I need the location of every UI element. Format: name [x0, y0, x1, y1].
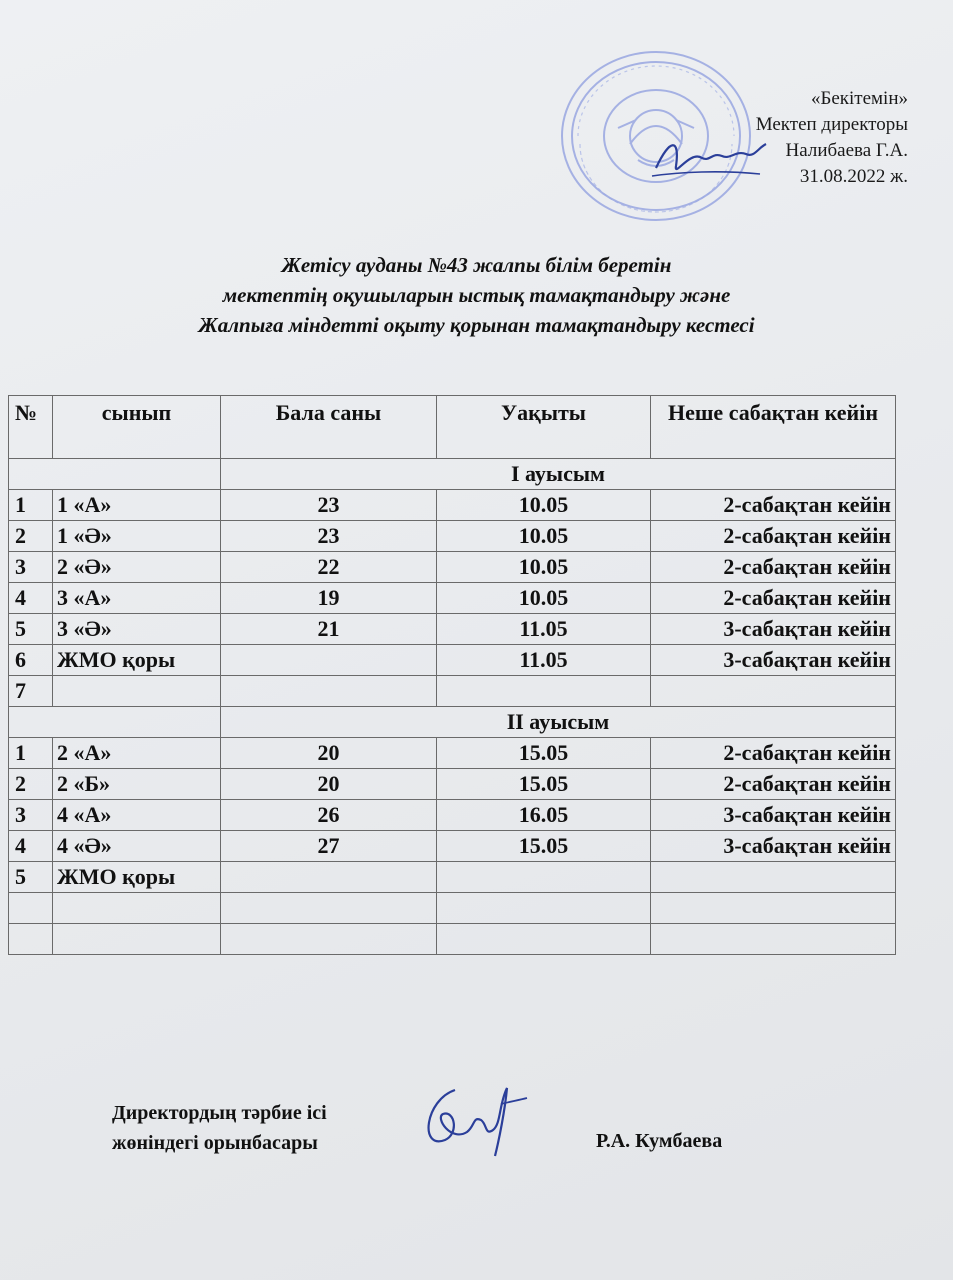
- shift-label: ІІ ауысым: [221, 707, 896, 738]
- table-row: [9, 490, 896, 521]
- row-after-lesson: [651, 924, 896, 955]
- row-count: 26: [221, 800, 437, 831]
- table-row: [9, 893, 896, 924]
- row-class: 1 «Ә»: [53, 521, 221, 552]
- table-row: [9, 521, 896, 552]
- row-class: 2 «Б»: [53, 769, 221, 800]
- table-row: [9, 645, 896, 676]
- title-line-1: Жетісу ауданы №43 жалпы білім беретін: [281, 253, 672, 277]
- row-class: 4 «Ә»: [53, 831, 221, 862]
- row-number: 4: [9, 831, 53, 862]
- approval-heading: «Бекітемін»: [810, 88, 908, 109]
- row-class: [53, 893, 221, 924]
- approval-date: 31.08.2022 ж.: [799, 166, 908, 187]
- shift-blank-cell: [9, 707, 221, 738]
- row-number: 1: [9, 490, 53, 521]
- header-after-lesson: Неше сабақтан кейін: [651, 396, 896, 459]
- header-class: сынып: [53, 396, 221, 459]
- row-time: 15.05: [437, 831, 651, 862]
- row-number: 1: [9, 738, 53, 769]
- row-number: [9, 924, 53, 955]
- table-row: [9, 552, 896, 583]
- row-number: 4: [9, 583, 53, 614]
- table-row: [9, 800, 896, 831]
- approval-block: [756, 86, 908, 190]
- row-number: 2: [9, 769, 53, 800]
- row-time: [437, 676, 651, 707]
- row-after-lesson: [651, 893, 896, 924]
- row-time: 10.05: [437, 521, 651, 552]
- row-class: 1 «А»: [53, 490, 221, 521]
- table-row: [9, 676, 896, 707]
- row-number: 3: [9, 552, 53, 583]
- row-count: 23: [221, 521, 437, 552]
- row-count: 20: [221, 738, 437, 769]
- row-count: 19: [221, 583, 437, 614]
- row-after-lesson: 2-сабақтан кейін: [651, 769, 896, 800]
- row-class: 2 «Ә»: [53, 552, 221, 583]
- table-row: [9, 614, 896, 645]
- row-after-lesson: 3-сабақтан кейін: [651, 645, 896, 676]
- row-number: 5: [9, 614, 53, 645]
- row-time: 15.05: [437, 769, 651, 800]
- row-time: 10.05: [437, 490, 651, 521]
- approval-name: Налибаева Г.А.: [785, 140, 908, 161]
- row-after-lesson: 2-сабақтан кейін: [651, 583, 896, 614]
- row-after-lesson: 2-сабақтан кейін: [651, 738, 896, 769]
- table-row: [9, 924, 896, 955]
- header-time: Уақыты: [437, 396, 651, 459]
- row-after-lesson: [651, 862, 896, 893]
- row-time: 10.05: [437, 583, 651, 614]
- table-row: [9, 769, 896, 800]
- row-class: 4 «А»: [53, 800, 221, 831]
- row-class: 3 «Ә»: [53, 614, 221, 645]
- row-class: 2 «А»: [53, 738, 221, 769]
- header-count: Бала саны: [221, 396, 437, 459]
- director-signature: [650, 128, 770, 188]
- deputy-signature: [415, 1080, 530, 1160]
- approval-position: Мектеп директоры: [755, 114, 908, 135]
- row-class: [53, 924, 221, 955]
- shift-row: [9, 459, 896, 490]
- row-count: 21: [221, 614, 437, 645]
- deputy-role-line-1: Директордың тәрбие ісі: [112, 1102, 327, 1124]
- row-count: [221, 924, 437, 955]
- table-row: [9, 862, 896, 893]
- row-time: 11.05: [437, 645, 651, 676]
- row-after-lesson: 2-сабақтан кейін: [651, 521, 896, 552]
- row-time: [437, 862, 651, 893]
- row-after-lesson: [651, 676, 896, 707]
- table-row: [9, 831, 896, 862]
- table-row: [9, 738, 896, 769]
- row-class: 3 «А»: [53, 583, 221, 614]
- schedule-table: [8, 395, 896, 955]
- row-time: 10.05: [437, 552, 651, 583]
- row-after-lesson: 2-сабақтан кейін: [651, 552, 896, 583]
- row-count: 20: [221, 769, 437, 800]
- shift-row: [9, 707, 896, 738]
- table-row: [9, 583, 896, 614]
- row-count: [221, 893, 437, 924]
- row-time: 11.05: [437, 614, 651, 645]
- title-line-3: Жалпыға міндетті оқыту қорынан тамақтандыру кестесі: [198, 313, 755, 337]
- deputy-name: Р.А. Кумбаева: [596, 1130, 723, 1152]
- row-number: 2: [9, 521, 53, 552]
- document-title: [0, 250, 953, 340]
- row-count: [221, 676, 437, 707]
- row-count: 27: [221, 831, 437, 862]
- title-line-2: мектептің оқушыларын ыстық тамақтандыру және: [222, 283, 731, 307]
- row-time: [437, 924, 651, 955]
- row-count: 22: [221, 552, 437, 583]
- row-count: [221, 645, 437, 676]
- row-count: 23: [221, 490, 437, 521]
- row-number: 5: [9, 862, 53, 893]
- header-number: №: [9, 396, 53, 459]
- row-time: 15.05: [437, 738, 651, 769]
- deputy-role: [112, 1098, 327, 1158]
- row-after-lesson: 3-сабақтан кейін: [651, 800, 896, 831]
- row-after-lesson: 3-сабақтан кейін: [651, 831, 896, 862]
- row-after-lesson: 3-сабақтан кейін: [651, 614, 896, 645]
- shift-label: І ауысым: [221, 459, 896, 490]
- table-header-row: [9, 396, 896, 459]
- row-after-lesson: 2-сабақтан кейін: [651, 490, 896, 521]
- row-class: [53, 676, 221, 707]
- row-number: 7: [9, 676, 53, 707]
- row-number: 6: [9, 645, 53, 676]
- row-number: [9, 893, 53, 924]
- row-time: [437, 893, 651, 924]
- row-number: 3: [9, 800, 53, 831]
- row-count: [221, 862, 437, 893]
- row-class: ЖМО қоры: [53, 645, 221, 676]
- row-class: ЖМО қоры: [53, 862, 221, 893]
- deputy-role-line-2: жөніндегі орынбасары: [112, 1132, 318, 1154]
- row-time: 16.05: [437, 800, 651, 831]
- shift-blank-cell: [9, 459, 221, 490]
